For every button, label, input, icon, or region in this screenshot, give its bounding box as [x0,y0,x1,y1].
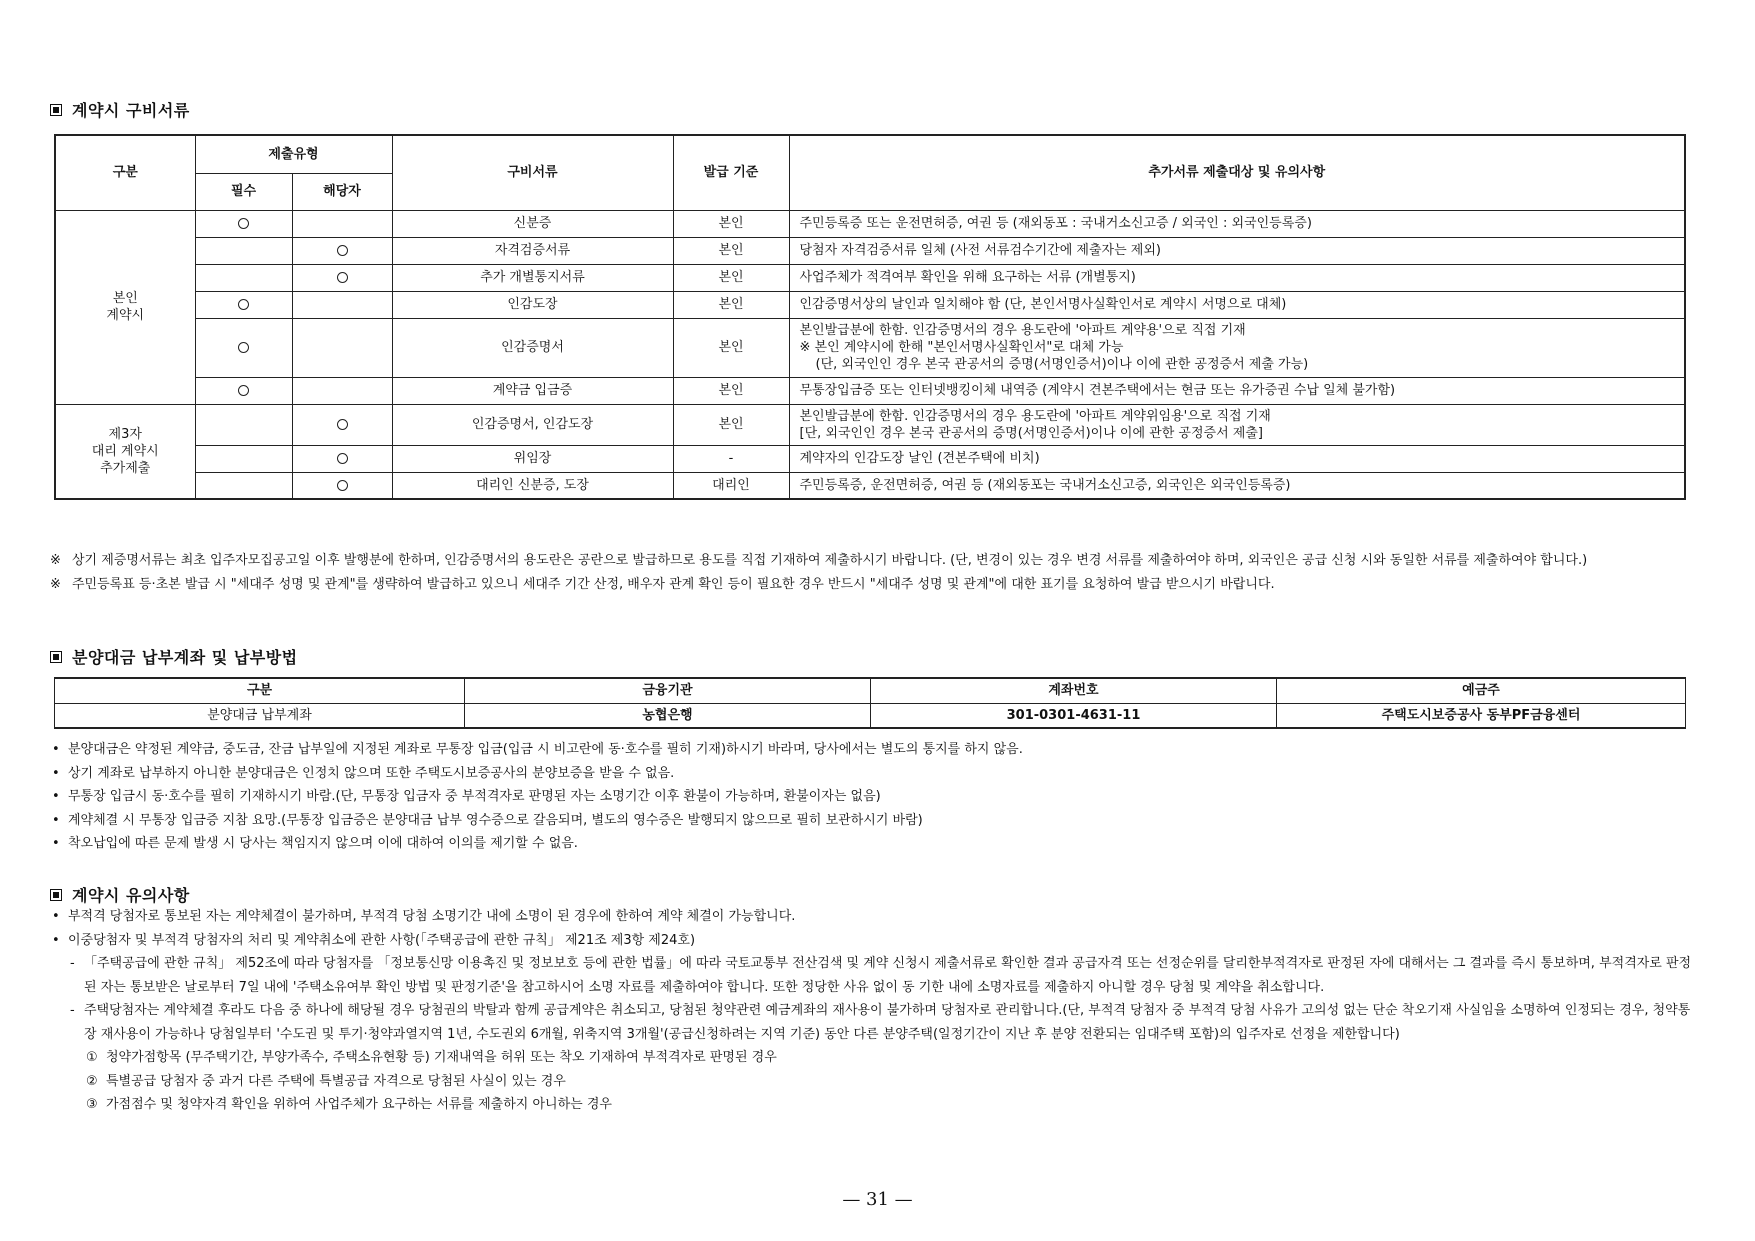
basis-cell: 본인 [673,291,789,318]
table-row [55,264,1685,291]
section-title-caution: 계약시 유의사항 [50,883,190,906]
list-item: • 상기 계좌로 납부하지 아니한 분양대금은 인정치 않으며 또한 주택도시보증공사의 분양보증을 받을 수 없음. [52,765,675,781]
square-bullet-icon [50,104,62,116]
basis-cell: 본인 [673,318,789,377]
basis-cell: 대리인 [673,472,789,499]
doc-cell: 신분증 [392,210,673,237]
header-applicable: 해당자 [292,173,392,210]
table-row [55,318,1685,377]
numbered-item: ③ 가점점수 및 청약자격 확인을 위하여 사업주체가 요구하는 서류를 제출하지 아니하는 경우 [86,1097,612,1112]
circle-mark-icon [337,419,348,430]
header-documents: 구비서류 [392,135,673,210]
section-title-payment: 분양대금 납부계좌 및 납부방법 [50,645,298,668]
payment-bullets [52,738,1702,856]
basis-cell: - [673,445,789,472]
header-notes: 추가서류 제출대상 및 유의사항 [789,135,1685,210]
square-bullet-icon [50,889,62,901]
header-issue-basis: 발급 기준 [673,135,789,210]
table-row [55,237,1685,264]
doc-cell: 추가 개별통지서류 [392,264,673,291]
group-self-contract: 본인 계약시 [55,210,195,404]
caution-content [52,905,1702,1117]
table-row [55,445,1685,472]
table-row [55,472,1685,499]
payment-account-table [54,677,1686,729]
sub-item: - 주택당첨자는 계약체결 후라도 다음 중 하나에 해당될 경우 당첨권의 박탈과 함께 공급계약은 취소되고, 당첨된 청약관련 예금계좌의 재사용이 불가하며 당첨자로 관리합니다.(단, 부적격 당첨자 중 부적격 당첨 사유가 고의성 없는 단순 착오기재 사실임을 소명하여 인정되는 경우, 청약통장 재사용이 가능하나 당첨일부터 '수도권 및 투기·청약과열지역 1년, 수도권외 6개월, 위축지역 3개월'(공급신청하려는 지역 기준) 동안 다른 분양주택(일정기간이 지난 후 분양 전환되는 임대주택 포함)의 입주자로 선정을 제한합니다) [70,1003,1691,1042]
header-category: 구분 [55,678,465,703]
note-cell: 본인발급분에 한함. 인감증명서의 경우 용도란에 '아파트 계약위임용'으로 직접 기재 [단, 외국인인 경우 본국 관공서의 증명(서명인증서)이나 이에 관한 공정증서 제출] [789,404,1685,445]
header-required: 필수 [195,173,292,210]
note-item: ※ 주민등록표 등·초본 발급 시 "세대주 성명 및 관계"를 생략하여 발급하고 있으니 세대주 기간 산정, 배우자 관계 확인 등이 필요한 경우 반드시 "세대주 성명 및 관계"에 대한 표기를 요청하여 발급 받으시기 바랍니다. [50,577,1275,592]
note-cell: 인감증명서상의 날인과 일치해야 함 (단, 본인서명사실확인서로 계약시 서명으로 대체) [789,291,1685,318]
numbered-item: ① 청약가점항목 (무주택기간, 부양가족수, 주택소유현황 등) 기재내역을 허위 또는 착오 기재하여 부적격자로 판명된 경우 [86,1050,777,1065]
basis-cell: 본인 [673,210,789,237]
header-account-holder: 예금주 [1277,678,1686,703]
numbered-item: ② 특별공급 당첨자 중 과거 다른 주택에 특별공급 자격으로 당첨된 사실이 있는 경우 [86,1073,566,1089]
list-item: • 분양대금은 약정된 계약금, 중도금, 잔금 납부일에 지정된 계좌로 무통장 입금(입금 시 비고란에 동·호수를 필히 기재)하시기 바라며, 당사에서는 별도의 통지를 하지 않음. [52,742,1023,757]
circle-mark-icon [337,480,348,491]
page-number: — 31 — [842,1189,913,1210]
circle-mark-icon [337,453,348,464]
table-row [55,377,1685,404]
basis-cell: 본인 [673,377,789,404]
docs-notes [50,549,1700,597]
doc-cell: 인감증명서, 인감도장 [392,404,673,445]
square-bullet-icon [50,651,62,663]
pay-category-cell: 분양대금 납부계좌 [55,703,465,728]
doc-cell: 위임장 [392,445,673,472]
circle-mark-icon [337,245,348,256]
doc-cell: 자격검증서류 [392,237,673,264]
circle-mark-icon [238,385,249,396]
doc-cell: 계약금 입금증 [392,377,673,404]
circle-mark-icon [337,272,348,283]
note-cell: 본인발급분에 한함. 인감증명서의 경우 용도란에 '아파트 계약용'으로 직접 기재 ※ 본인 계약시에 한해 "본인서명사실확인서"로 대체 가능 (단, 외국인인 경우 본국 관공서의 증명(서명인증서)이나 이에 관한 공정증서 제출 가능) [789,318,1685,377]
doc-cell: 인감도장 [392,291,673,318]
circle-mark-icon [238,218,249,229]
circle-mark-icon [238,342,249,353]
header-submit-type: 제출유형 [195,135,392,173]
note-cell: 당첨자 자격검증서류 일체 (사전 서류검수기간에 제출자는 제외) [789,237,1685,264]
list-item: • 착오납입에 따른 문제 발생 시 당사는 책임지지 않으며 이에 대하여 이의를 제기할 수 없음. [52,836,578,851]
circle-mark-icon [238,299,249,310]
list-item: • 이중당첨자 및 부적격 당첨자의 처리 및 계약취소에 관한 사항(「주택공급에 관한 규칙」 제21조 제3항 제24호) [52,932,696,948]
contract-docs-table [54,134,1686,500]
header-account-number: 계좌번호 [871,678,1277,703]
group-proxy-contract: 제3자 대리 계약시 추가제출 [55,404,195,499]
table-row [55,404,1685,445]
section-title-contract-docs: 계약시 구비서류 [50,98,190,121]
note-cell: 무통장입금증 또는 인터넷뱅킹이체 내역증 (계약시 견본주택에서는 현금 또는 유가증권 수납 일체 불가함) [789,377,1685,404]
doc-cell: 대리인 신분증, 도장 [392,472,673,499]
bank-cell: 농협은행 [465,703,871,728]
header-category: 구분 [55,135,195,210]
table-row [55,210,1685,237]
doc-cell: 인감증명서 [392,318,673,377]
table-row [55,291,1685,318]
sub-item: - 「주택공급에 관한 규칙」 제52조에 따라 당첨자를 「정보통신망 이용촉진 및 정보보호 등에 관한 법률」에 따라 국토교통부 전산검색 및 계약 신청시 제출서류로 확인한 결과 공급자격 또는 선정순위를 달리한부적격자로 판정된 자에 대해서는 그 결과를 즉시 통보하며, 부적격자로 판정된 자는 통보받은 날로부터 7일 내에 '주택소유여부 확인 방법 및 판정기준'을 참고하시어 소명 자료를 제출하여야 합니다. 또한 정당한 사유 없이 동 기한 내에 소명자료를 제출하지 아니할 경우 당첨 및 계약을 취소합니다. [70,956,1692,995]
note-cell: 주민등록증 또는 운전면허증, 여권 등 (재외동포 : 국내거소신고증 / 외국인 : 외국인등록증) [789,210,1685,237]
header-bank: 금융기관 [465,678,871,703]
basis-cell: 본인 [673,404,789,445]
basis-cell: 본인 [673,237,789,264]
note-cell: 사업주체가 적격여부 확인을 위해 요구하는 서류 (개별통지) [789,264,1685,291]
list-item: • 부적격 당첨자로 통보된 자는 계약체결이 불가하며, 부적격 당첨 소명기간 내에 소명이 된 경우에 한하여 계약 체결이 가능합니다. [52,909,796,924]
table-row [55,703,1686,728]
account-number-cell: 301-0301-4631-11 [871,703,1277,728]
note-item: ※ 상기 제증명서류는 최초 입주자모집공고일 이후 발행분에 한하며, 인감증명서의 용도란은 공란으로 발급하므로 용도를 직접 기재하여 제출하시기 바랍니다. (단, 변경이 있는 경우 변경 서류를 제출하여야 하며, 외국인은 공급 신청 시와 동일한 서류를 제출하여야 합니다.) [50,553,1588,568]
list-item: • 무통장 입금시 동·호수를 필히 기재하시기 바람.(단, 무통장 입금자 중 부적격자로 판명된 자는 소명기간 이후 환불이 가능하며, 환불이자는 없음) [52,789,881,804]
account-holder-cell: 주택도시보증공사 동부PF금융센터 [1277,703,1686,728]
basis-cell: 본인 [673,264,789,291]
note-cell: 계약자의 인감도장 날인 (견본주택에 비치) [789,445,1685,472]
list-item: • 계약체결 시 무통장 입금증 지참 요망.(무통장 입금증은 분양대금 납부 영수증으로 갈음되며, 별도의 영수증은 발행되지 않으므로 필히 보관하시기 바람) [52,812,923,828]
note-cell: 주민등록증, 운전면허증, 여권 등 (재외동포는 국내거소신고증, 외국인은 외국인등록증) [789,472,1685,499]
